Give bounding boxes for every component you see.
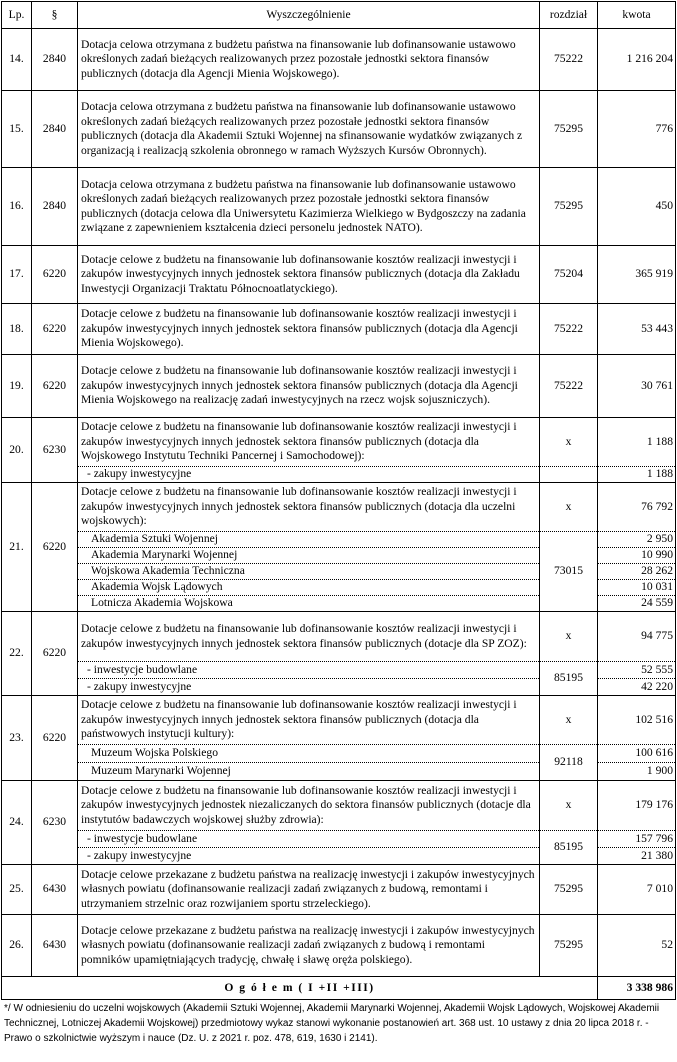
sub-row-chapter: 85195: [540, 831, 598, 865]
table-row: [2, 168, 676, 246]
table-row: [2, 91, 676, 168]
total-amount: 3 338 986: [598, 977, 676, 1000]
row-amount: 365 919: [598, 246, 676, 304]
row-chapter: 75222: [540, 304, 598, 355]
header-paragraph: §: [32, 2, 78, 29]
sub-row-label: Wojskowa Akademia Techniczna: [78, 564, 540, 580]
header-description: Wyszczególnienie: [78, 2, 540, 29]
row-amount: 76 792: [598, 483, 676, 532]
table-header-row: [2, 2, 676, 29]
row-paragraph: 6220: [32, 304, 78, 355]
table-row: [2, 418, 676, 467]
header-lp: Lp.: [2, 2, 32, 29]
row-description: Dotacje celowe przekazane z budżetu państwa na realizację inwestycji i zakupów inwestycyjnych własnych powiatu (dofinansowanie realizacji zadań związanych z budową, remontami i utrzymaniem strzelnic oraz rozwijaniem sportu strzeleckiego).: [78, 865, 540, 915]
row-chapter: x: [540, 418, 598, 467]
header-chapter: rozdział: [540, 2, 598, 29]
row-paragraph: 2840: [32, 168, 78, 246]
table-row: [2, 304, 676, 355]
row-amount: 450: [598, 168, 676, 246]
sub-row-label: - zakupy inwestycyjne: [78, 467, 540, 483]
table-row: [2, 781, 676, 831]
sub-row-label: Akademia Marynarki Wojennej: [78, 548, 540, 564]
row-chapter: 75295: [540, 91, 598, 168]
sub-row-amount: 10 990: [598, 548, 676, 564]
row-paragraph: 6220: [32, 612, 78, 696]
row-amount: 1 216 204: [598, 29, 676, 91]
row-lp: 17.: [2, 246, 32, 304]
row-description: Dotacja celowa otrzymana z budżetu państwa na finansowanie lub dofinansowanie ustawowo określonych zadań bieżących realizowanych przez pozostałe jednostki sektora finansów publicznych (dotacja dla Akademii Sztuki Wojennej na sfinansowanie wydatków związanych z organizacją i realizacją szkolenia obronnego w ramach Wyższych Kursów Obronnych).: [78, 91, 540, 168]
row-description: Dotacje celowe z budżetu na finansowanie lub dofinansowanie kosztów realizacji inwestycji i zakupów inwestycyjnych innych jednostek sektora finansów publicznych (dotacja dla Zakładu Inwestycji Organizacji Traktatu Północnoatlatyckiego).: [78, 246, 540, 304]
row-paragraph: 2840: [32, 29, 78, 91]
sub-row-amount: 157 796: [598, 831, 676, 848]
row-chapter: 75204: [540, 246, 598, 304]
row-lp: 15.: [2, 91, 32, 168]
row-lp: 25.: [2, 865, 32, 915]
row-paragraph: 6430: [32, 915, 78, 977]
row-chapter: 75295: [540, 168, 598, 246]
sub-row: [2, 831, 676, 848]
row-description: Dotacje celowe z budżetu na finansowanie lub dofinansowanie kosztów realizacji inwestycji i zakupów inwestycyjnych jednostek niezaliczanych do sektora finansów publicznych (dotacje dla instytutów badawczych wojskowej służby zdrowia):: [78, 781, 540, 831]
sub-row-label: Muzeum Marynarki Wojennej: [78, 763, 540, 781]
sub-row-chapter: 85195: [540, 662, 598, 696]
sub-row-label: Muzeum Wojska Polskiego: [78, 745, 540, 763]
row-amount: 1 188: [598, 418, 676, 467]
row-description: Dotacja celowa otrzymana z budżetu państwa na finansowanie lub dofinansowanie ustawowo określonych zadań bieżących realizowanych przez pozostałe jednostki sektora finansów publicznych (dotacja celowa dla Uniwersytetu Kazimierza Wielkiego w Bydgoszczy na zadania związane z zapewnieniem kształcenia dzieci personelu jednostek NATO).: [78, 168, 540, 246]
row-amount: 7 010: [598, 865, 676, 915]
sub-row-label: - inwestycje budowlane: [78, 831, 540, 848]
row-lp: 18.: [2, 304, 32, 355]
row-paragraph: 6220: [32, 246, 78, 304]
row-paragraph: 6220: [32, 483, 78, 612]
row-chapter: x: [540, 696, 598, 745]
row-description: Dotacje celowe z budżetu na finansowanie lub dofinansowanie kosztów realizacji inwestycji i zakupów inwestycyjnych innych jednostek sektora finansów publicznych (dotacja dla uczelni wojskowych):: [78, 483, 540, 532]
row-paragraph: 6230: [32, 418, 78, 483]
sub-row-label: Akademia Sztuki Wojennej: [78, 532, 540, 548]
row-description: Dotacje celowe z budżetu na finansowanie lub dofinansowanie kosztów realizacji inwestycji i zakupów inwestycyjnych innych jednostek sektora finansów publicznych (dotacje dla SP ZOZ):: [78, 612, 540, 662]
table-row: [2, 29, 676, 91]
row-amount: 179 176: [598, 781, 676, 831]
row-lp: 19.: [2, 355, 32, 418]
row-chapter: 75295: [540, 915, 598, 977]
row-description: Dotacje celowe z budżetu na finansowanie lub dofinansowanie kosztów realizacji inwestycji i zakupów inwestycyjnych innych jednostek sektora finansów publicznych (dotacja dla Wojskowego Instytutu Techniki Pancernej i Samochodowej):: [78, 418, 540, 467]
table-row: [2, 865, 676, 915]
sub-row: [2, 745, 676, 763]
table-row: [2, 355, 676, 418]
sub-row-amount: 2 950: [598, 532, 676, 548]
row-description: Dotacje celowe z budżetu na finansowanie lub dofinansowanie kosztów realizacji inwestycji i zakupów inwestycyjnych innych jednostek sektora finansów publicznych (dotacja dla państwowych instytucji kultury):: [78, 696, 540, 745]
sub-row: [2, 467, 676, 483]
row-lp: 16.: [2, 168, 32, 246]
row-lp: 26.: [2, 915, 32, 977]
sub-row-amount: 100 616: [598, 745, 676, 763]
row-amount: 94 775: [598, 612, 676, 662]
row-paragraph: 2840: [32, 91, 78, 168]
row-lp: 22.: [2, 612, 32, 696]
row-lp: 24.: [2, 781, 32, 865]
sub-row-label: - inwestycje budowlane: [78, 662, 540, 679]
row-paragraph: 6220: [32, 355, 78, 418]
row-chapter: x: [540, 483, 598, 532]
table-row: [2, 915, 676, 977]
sub-row-chapter: 73015: [540, 532, 598, 612]
sub-row-label: Lotnicza Akademia Wojskowa: [78, 596, 540, 612]
sub-row-amount: 10 031: [598, 580, 676, 596]
row-paragraph: 6430: [32, 865, 78, 915]
row-paragraph: 6220: [32, 696, 78, 781]
row-chapter: x: [540, 781, 598, 831]
budget-table: [1, 1, 676, 1000]
row-amount: 53 443: [598, 304, 676, 355]
table-row: [2, 483, 676, 532]
row-amount: 52: [598, 915, 676, 977]
header-amount: kwota: [598, 2, 676, 29]
sub-row-amount: 42 220: [598, 679, 676, 696]
table-row: [2, 246, 676, 304]
sub-row-amount: 28 262: [598, 564, 676, 580]
sub-row-label: Akademia Wojsk Lądowych: [78, 580, 540, 596]
row-lp: 23.: [2, 696, 32, 781]
sub-row-amount: 24 559: [598, 596, 676, 612]
table-row: [2, 696, 676, 745]
sub-row-amount: 1 188: [598, 467, 676, 483]
footnote: */ W odniesieniu do uczelni wojskowych (Akademii Sztuki Wojennej, Akademii Marynarki Wojennej, Akademii Wojsk Lądowych, Wojskowej Akademii Technicznej, Lotniczej Akademii Wojskowej) przedmiotowy wykaz stanowi wykonanie postanowień art. 368 ust. 10 ustawy z dnia 20 lipca 2018 r. - Prawo o szkolnictwie wyższym i nauce (Dz. U. z 2021 r. poz. 478, 619, 1630 i 2141).: [4, 1003, 660, 1044]
row-description: Dotacja celowa otrzymana z budżetu państwa na finansowanie lub dofinansowanie ustawowo określonych zadań bieżących realizowanych przez pozostałe jednostki sektora finansów publicznych (dotacja dla Agencji Mienia Wojskowego).: [78, 29, 540, 91]
sub-row-amount: 52 555: [598, 662, 676, 679]
sub-row: [2, 662, 676, 679]
row-amount: 776: [598, 91, 676, 168]
sub-row-chapter: 92118: [540, 745, 598, 781]
row-chapter: x: [540, 612, 598, 662]
sub-row-label: - zakupy inwestycyjne: [78, 679, 540, 696]
sub-row: [2, 532, 676, 548]
row-chapter: 75222: [540, 355, 598, 418]
row-amount: 30 761: [598, 355, 676, 418]
row-lp: 20.: [2, 418, 32, 483]
row-amount: 102 516: [598, 696, 676, 745]
row-description: Dotacje celowe z budżetu na finansowanie lub dofinansowanie kosztów realizacji inwestycji i zakupów inwestycyjnych innych jednostek sektora finansów publicznych (dotacja dla Agencji Mienia Wojskowego).: [78, 304, 540, 355]
row-description: Dotacje celowe przekazane z budżetu państwa na realizację inwestycji i zakupów inwestycyjnych własnych powiatu (dofinansowanie realizacji zadań związanych z budową i remontami pomników upamiętniających tradycję, chwałę i sławę oręża polskiego).: [78, 915, 540, 977]
budget-table-container: [1, 1, 675, 1000]
total-label: O g ó ł e m ( I +II +III): [2, 977, 598, 1000]
sub-row-chapter: [540, 467, 598, 483]
sub-row-label: - zakupy inwestycyjne: [78, 848, 540, 865]
row-description: Dotacje celowe z budżetu na finansowanie lub dofinansowanie kosztów realizacji inwestycji i zakupów inwestycyjnych innych jednostek sektora finansów publicznych (dotacja dla Agencji Mienia Wojskowego na realizację zadań inwestycyjnych na rzecz wojsk sojuszniczych).: [78, 355, 540, 418]
sub-row-amount: 1 900: [598, 763, 676, 781]
table-row: [2, 612, 676, 662]
row-chapter: 75222: [540, 29, 598, 91]
total-row: [2, 977, 676, 1000]
row-lp: 21.: [2, 483, 32, 612]
sub-row-amount: 21 380: [598, 848, 676, 865]
row-lp: 14.: [2, 29, 32, 91]
row-paragraph: 6230: [32, 781, 78, 865]
row-chapter: 75295: [540, 865, 598, 915]
